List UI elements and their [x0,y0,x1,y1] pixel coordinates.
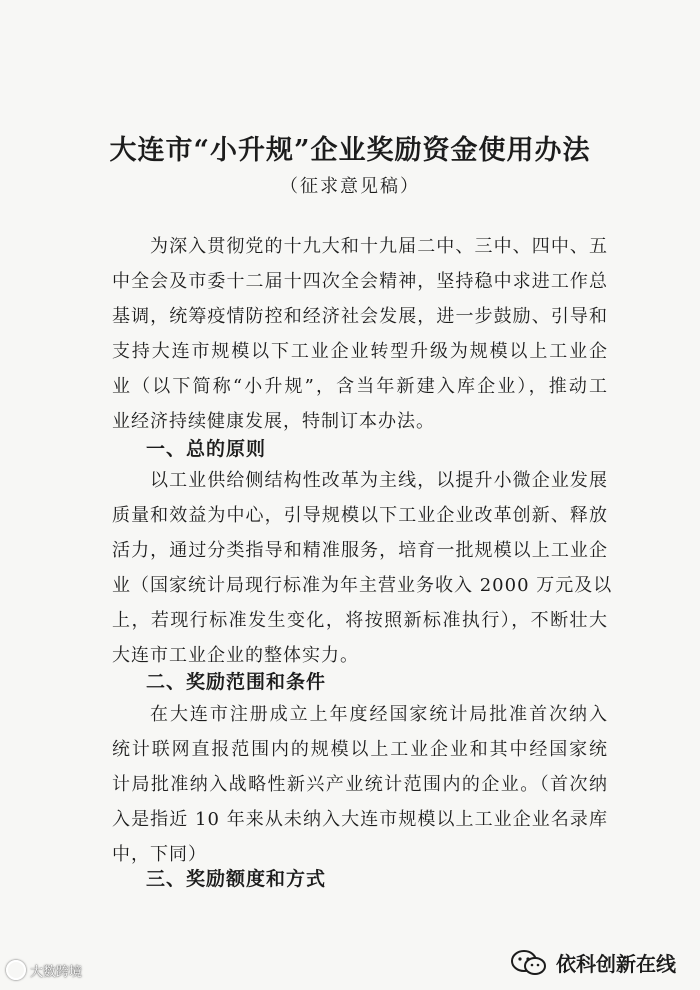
paragraph-line: 业（以下简称“小升规”，含当年新建入库企业），推动工 [112,376,608,397]
paragraph-line: 质量和效益为中心，引导规模以下工业企业改革创新、释放 [112,505,608,526]
intro-paragraph [112,229,608,439]
paragraph-line: 中，下同） [112,844,207,865]
paragraph-line: 统计联网直报范围内的规模以上工业企业和其中经国家统 [112,739,608,760]
paragraph-line: 活力，通过分类指导和精准服务，培育一批规模以上工业企 [112,540,608,561]
wechat-icon [510,949,548,977]
paragraph-line: 入是指近 10 年来从未纳入大连市规模以上工业企业名录库 [112,809,608,830]
brand-circle-icon [6,960,26,980]
section-heading-scope: 二、奖励范围和条件 [146,671,327,693]
watermark-right-text: 依科创新在线 [556,952,676,976]
paragraph-line: 计局批准纳入战略性新兴产业统计范围内的企业。（首次纳 [112,774,608,795]
paragraph-line: 在大连市注册成立上年度经国家统计局批准首次纳入 [150,704,608,725]
paragraph-line: 业（国家统计局现行标准为年主营业务收入 2000 万元及以 [112,575,613,596]
section-heading-principles: 一、总的原则 [146,438,267,460]
watermark-left-text: 大数跨境 [30,964,83,980]
paragraph-line: 为深入贯彻党的十九大和十九届二中、三中、四中、五 [150,236,608,257]
watermark-left [6,960,82,980]
document-title: 大连市“小升规”企业奖励资金使用办法 [109,135,591,166]
principles-paragraph [112,463,613,673]
paragraph-line: 中全会及市委十二届十四次全会精神，坚持稳中求进工作总 [112,271,608,292]
paragraph-line: 大连市工业企业的整体实力。 [112,645,359,666]
paragraph-line: 上，若现行标准发生变化，将按照新标准执行），不断壮大 [112,610,608,631]
watermark-right [510,948,676,977]
section-heading-amount: 三、奖励额度和方式 [146,868,327,890]
paragraph-line: 业经济持续健康发展，特制订本办法。 [112,411,435,432]
paragraph-line: 以工业供给侧结构性改革为主线，以提升小微企业发展 [150,470,608,491]
document-subtitle: （征求意见稿） [280,176,420,197]
paragraph-line: 基调，统筹疫情防控和经济社会发展，进一步鼓励、引导和 [112,306,608,327]
scope-paragraph [112,697,608,872]
paragraph-line: 支持大连市规模以下工业企业转型升级为规模以上工业企 [112,341,608,362]
